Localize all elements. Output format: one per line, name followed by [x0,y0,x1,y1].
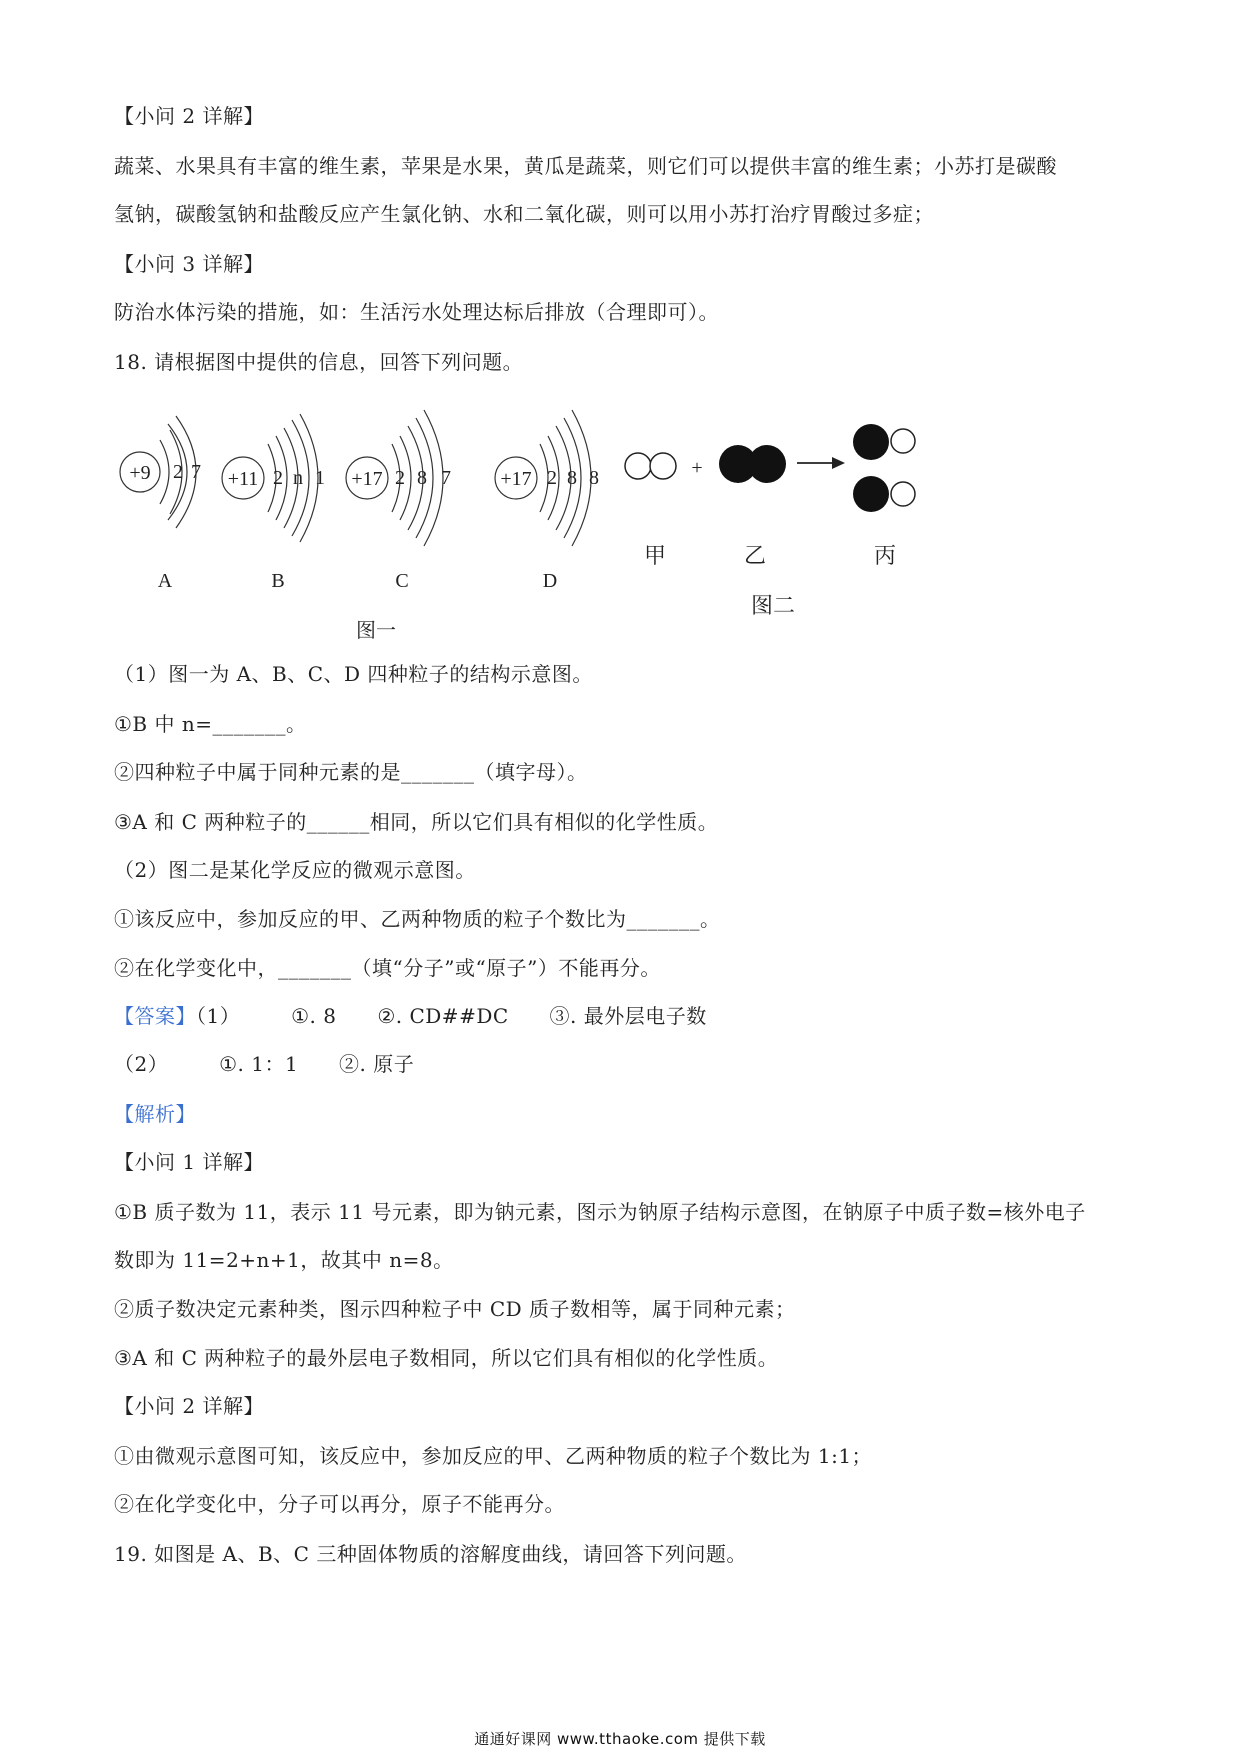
q17-sub3-line1: 防治水体污染的措施，如：生活污水处理达标后排放（合理即可）。 [114,300,719,324]
reaction-arrow [797,457,845,469]
atom-d-nucleus: +17 [500,468,532,490]
figure2-caption: 图二 [750,593,796,618]
q19-stem: 19. 如图是 A、B、C 三种固体物质的溶解度曲线，请回答下列问题。 [114,1542,747,1566]
atom-c-shell-3: 7 [441,467,451,489]
atom-d-shell-1: 2 [547,467,557,489]
label-jia: 甲 [643,543,667,568]
q18-part1-q2: ②四种粒子中属于同种元素的是_______（填字母）。 [114,760,588,784]
answer-row1-num: （1） [196,1004,241,1028]
atom-c-label: C [395,570,409,592]
label-yi: 乙 [743,543,767,568]
answer-tag: 【答案】 [114,1004,196,1028]
atom-b-shell-2: n [293,467,303,489]
answer-row1-c: ③. 最外层电子数 [549,1004,707,1028]
analysis-tag: 【解析】 [114,1102,196,1126]
q18-sub1-title: 【小问 1 详解】 [114,1150,264,1174]
q17-sub2-line2: 氢钠，碳酸氢钠和盐酸反应产生氯化钠、水和二氧化碳，则可以用小苏打治疗胃酸过多症； [114,202,934,226]
atom-a-shell-1: 2 [173,461,183,483]
answer-row1-b: ②. CD##DC [377,1004,509,1028]
atom-b-nucleus: +11 [227,468,259,490]
molecule-jia [625,453,676,479]
answer-row2-a: ①. 1：1 [219,1052,299,1076]
q18-part2-q1: ①该反应中，参加反应的甲、乙两种物质的粒子个数比为_______。 [114,907,721,931]
atom-b-shell-1: 2 [273,467,283,489]
q18-sub2-title: 【小问 2 详解】 [114,1394,264,1418]
figure1-caption: 图一 [356,620,396,640]
q17-sub2-line1: 蔬菜、水果具有丰富的维生素，苹果是水果，黄瓜是蔬菜，则它们可以提供丰富的维生素；小苏打是碳酸 [114,154,1057,178]
q18-sub1-line1: ①B 质子数为 11，表示 11 号元素，即为钠元素，图示为钠原子结构示意图，在钠原子中质子数=核外电子 [114,1200,1086,1224]
q18-sub2-line1: ①由微观示意图可知，该反应中，参加反应的甲、乙两种物质的粒子个数比为 1:1； [114,1444,873,1468]
q18-sub2-line2: ②在化学变化中，分子可以再分，原子不能再分。 [114,1492,565,1516]
atom-c-shell-2: 8 [417,467,427,489]
q18-stem: 18. 请根据图中提供的信息，回答下列问题。 [114,350,524,374]
atom-d-label: D [542,570,558,592]
atom-a-label: A [157,570,173,592]
q18-figures [0,0,1240,640]
answer-row-2 [114,1050,414,1078]
q18-part1-q3: ③A 和 C 两种粒子的______相同，所以它们具有相似的化学性质。 [114,810,719,834]
atom-b-shell-3: 1 [315,467,325,489]
plus-sign: + [691,457,703,479]
atom-d-shell-2: 8 [567,467,577,489]
label-bing: 丙 [873,543,897,568]
q18-part1-q1: ①B 中 n=_______。 [114,712,307,736]
q18-part2-q2: ②在化学变化中，_______（填“分子”或“原子”）不能再分。 [114,956,661,980]
q18-sub1-line3: ②质子数决定元素种类，图示四种粒子中 CD 质子数相等，属于同种元素； [114,1297,796,1321]
answer-row2-num: （2） [114,1052,169,1076]
atom-a-shell-2: 7 [191,461,201,483]
q17-sub2-title: 【小问 2 详解】 [114,104,264,128]
q18-part2-intro: （2）图二是某化学反应的微观示意图。 [114,858,476,882]
q18-sub1-line4: ③A 和 C 两种粒子的最外层电子数相同，所以它们具有相似的化学性质。 [114,1346,779,1370]
atom-c-nucleus: +17 [351,468,383,490]
molecule-yi [719,445,786,483]
q17-sub3-title: 【小问 3 详解】 [114,252,264,276]
figure2-reaction [625,424,915,618]
answer-row2-b: ②. 原子 [339,1052,415,1076]
molecule-bing [853,424,915,512]
answer-row1-a: ①. 8 [291,1004,337,1028]
atom-a-nucleus: +9 [129,462,151,484]
page-footer: 通通好课网 www.tthaoke.com 提供下载 [474,1730,766,1748]
atom-b-label: B [271,570,285,592]
atom-c-shell-1: 2 [395,467,405,489]
answer-row-1 [114,1002,707,1030]
q18-part1-intro: （1）图一为 A、B、C、D 四种粒子的结构示意图。 [114,662,593,686]
atom-d-shell-3: 8 [589,467,599,489]
q18-sub1-line2: 数即为 11=2+n+1，故其中 n=8。 [114,1248,454,1272]
